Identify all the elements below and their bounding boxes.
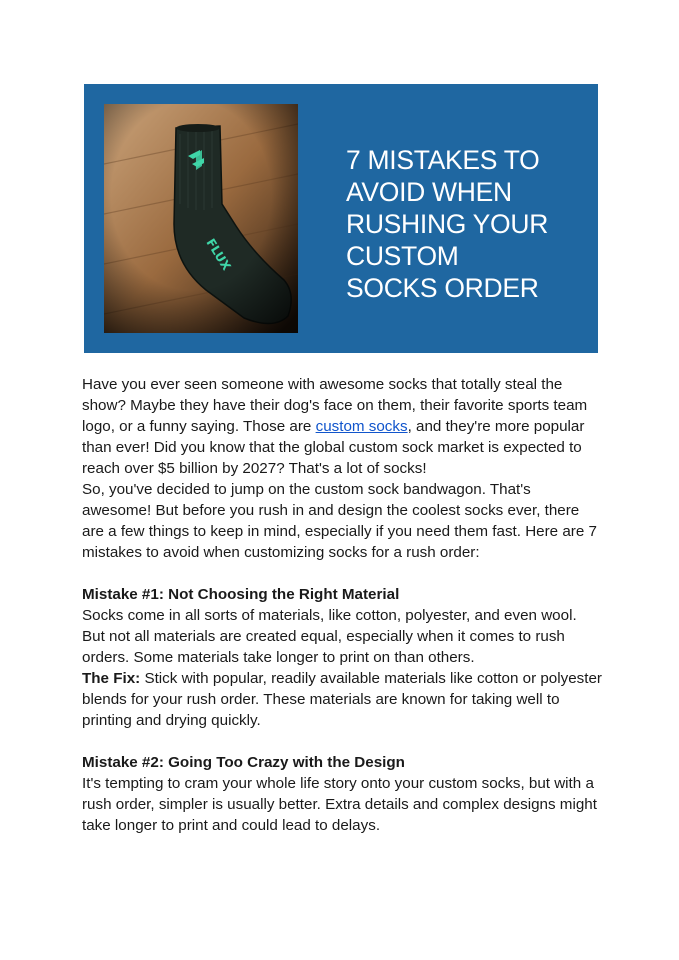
- intro-paragraph-2: So, you've decided to jump on the custom sock bandwagon. That's awesome! But before you rush in and design the coolest socks ever, there are a few things to keep in mind, especially if you need them fast. Here are 7 mistakes to avoid when customizing socks for a rush order:: [82, 481, 597, 561]
- mistake-1-heading: Mistake #1: Not Choosing the Right Material: [82, 586, 400, 603]
- hero-banner: [84, 84, 598, 353]
- mistake-1-fix: The Fix: Stick with popular, readily available materials like cotton or polyester blends for your rush order. These materials are known for taking well to printing and drying quickly.: [82, 670, 602, 729]
- mistake-2-heading: Mistake #2: Going Too Crazy with the Design: [82, 754, 405, 771]
- banner-title: 7 MISTAKES TO AVOID WHEN RUSHING YOUR CUSTOM SOCKS ORDER: [346, 145, 549, 303]
- fix-label: The Fix:: [82, 670, 141, 687]
- mistake-2-body: It's tempting to cram your whole life story onto your custom socks, but with a rush order, simpler is usually better. Extra details and complex designs might take longer to print and could lead to delays.: [82, 775, 597, 834]
- article-body: [82, 374, 602, 836]
- custom-socks-link[interactable]: custom socks: [315, 418, 408, 435]
- mistake-1-body: Socks come in all sorts of materials, like cotton, polyester, and even wool. But not all materials are created equal, especially when it comes to rush orders. Some materials take longer to print on than others.: [82, 607, 577, 666]
- intro-paragraph-1: Have you ever seen someone with awesome socks that totally steal the show? Maybe they have their dog's face on them, their favorite sports team logo, or a funny saying. Those are custom socks, and they're more popular than ever! Did you know that the global custom sock market is expected to reach over $5 billion by 2027? That's a lot of socks!: [82, 376, 588, 477]
- sock-photo: [104, 104, 298, 333]
